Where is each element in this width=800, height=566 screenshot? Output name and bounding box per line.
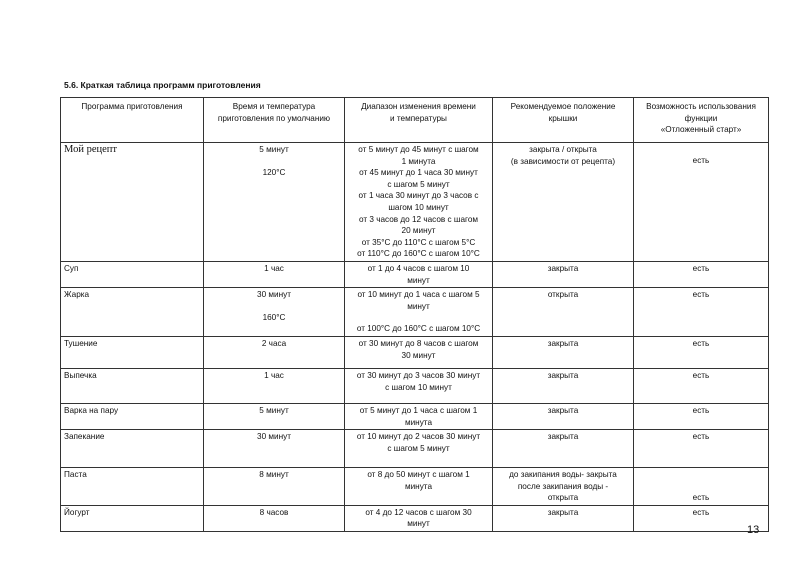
- program-name: Жарка: [61, 288, 204, 337]
- default-cell: 30 минут: [204, 430, 345, 468]
- lid-cell: открыта: [493, 288, 634, 337]
- header-range: Диапазон изменения времени и температуры: [345, 98, 493, 143]
- range-cell: от 30 минут до 3 часов 30 минут с шагом 10 минут: [345, 368, 493, 403]
- delay-cell: есть: [634, 143, 769, 262]
- program-name: Варка на пару: [61, 403, 204, 429]
- table-header-row: [61, 98, 769, 143]
- default-cell: 8 часов: [204, 505, 345, 531]
- table-row: [61, 336, 769, 368]
- default-cell: 2 часа: [204, 336, 345, 368]
- table-row: [61, 143, 769, 262]
- program-name: Запекание: [61, 430, 204, 468]
- program-name: Тушение: [61, 336, 204, 368]
- delay-cell: есть: [634, 368, 769, 403]
- range-cell: от 30 минут до 8 часов с шагом 30 минут: [345, 336, 493, 368]
- program-name: Йогурт: [61, 505, 204, 531]
- page-number: 13: [747, 524, 760, 536]
- range-cell: от 4 до 12 часов с шагом 30 минут: [345, 505, 493, 531]
- header-program: Программа приготовления: [61, 98, 204, 143]
- range-cell: от 10 минут до 2 часов 30 минут с шагом 5 минут: [345, 430, 493, 468]
- delay-cell: есть: [634, 430, 769, 468]
- table-row: [61, 468, 769, 506]
- lid-cell: закрыта: [493, 403, 634, 429]
- lid-cell: до закипания воды- закрыта после закипания воды - открыта: [493, 468, 634, 506]
- lid-cell: закрыта / открыта (в зависимости от рецепта): [493, 143, 634, 262]
- delay-cell: есть: [634, 403, 769, 429]
- lid-cell: закрыта: [493, 368, 634, 403]
- table-row: [61, 368, 769, 403]
- section-heading: 5.6. Краткая таблица программ приготовления: [64, 80, 261, 90]
- lid-cell: закрыта: [493, 430, 634, 468]
- header-delay-start: Возможность использования функции «Отложенный старт»: [634, 98, 769, 143]
- program-name: Паста: [61, 468, 204, 506]
- range-cell: от 8 до 50 минут с шагом 1 минута: [345, 468, 493, 506]
- table-row: [61, 261, 769, 287]
- range-cell: от 5 минут до 45 минут с шагом 1 минута от 45 минут до 1 часа 30 минут с шагом 5 минут от 1 часа 30 минут до 3 часов с шагом 10 минут от 3 часов до 12 часов с шагом 20 минут от 35°С до 110°С с шагом 5°С от 110°С до 160°С с шагом 10°С: [345, 143, 493, 262]
- lid-cell: закрыта: [493, 261, 634, 287]
- range-cell: от 10 минут до 1 часа с шагом 5 минут от 100°С до 160°С с шагом 10°С: [345, 288, 493, 337]
- table-row: [61, 505, 769, 531]
- delay-cell: есть: [634, 505, 769, 531]
- table-row: [61, 288, 769, 337]
- default-cell: 5 минут 120°С: [204, 143, 345, 262]
- range-cell: от 5 минут до 1 часа с шагом 1 минута: [345, 403, 493, 429]
- default-cell: 30 минут 160°С: [204, 288, 345, 337]
- default-cell: 1 час: [204, 368, 345, 403]
- lid-cell: закрыта: [493, 336, 634, 368]
- delay-cell: есть: [634, 288, 769, 337]
- delay-cell: есть: [634, 261, 769, 287]
- program-name: Мой рецепт: [61, 143, 204, 262]
- programs-table: [60, 97, 769, 532]
- default-cell: 8 минут: [204, 468, 345, 506]
- delay-cell: есть: [634, 468, 769, 506]
- table-row: [61, 403, 769, 429]
- header-lid: Рекомендуемое положение крышки: [493, 98, 634, 143]
- header-default: Время и температура приготовления по умолчанию: [204, 98, 345, 143]
- default-cell: 1 час: [204, 261, 345, 287]
- lid-cell: закрыта: [493, 505, 634, 531]
- default-cell: 5 минут: [204, 403, 345, 429]
- range-cell: от 1 до 4 часов с шагом 10 минут: [345, 261, 493, 287]
- program-name: Выпечка: [61, 368, 204, 403]
- delay-cell: есть: [634, 336, 769, 368]
- program-name: Суп: [61, 261, 204, 287]
- table-row: [61, 430, 769, 468]
